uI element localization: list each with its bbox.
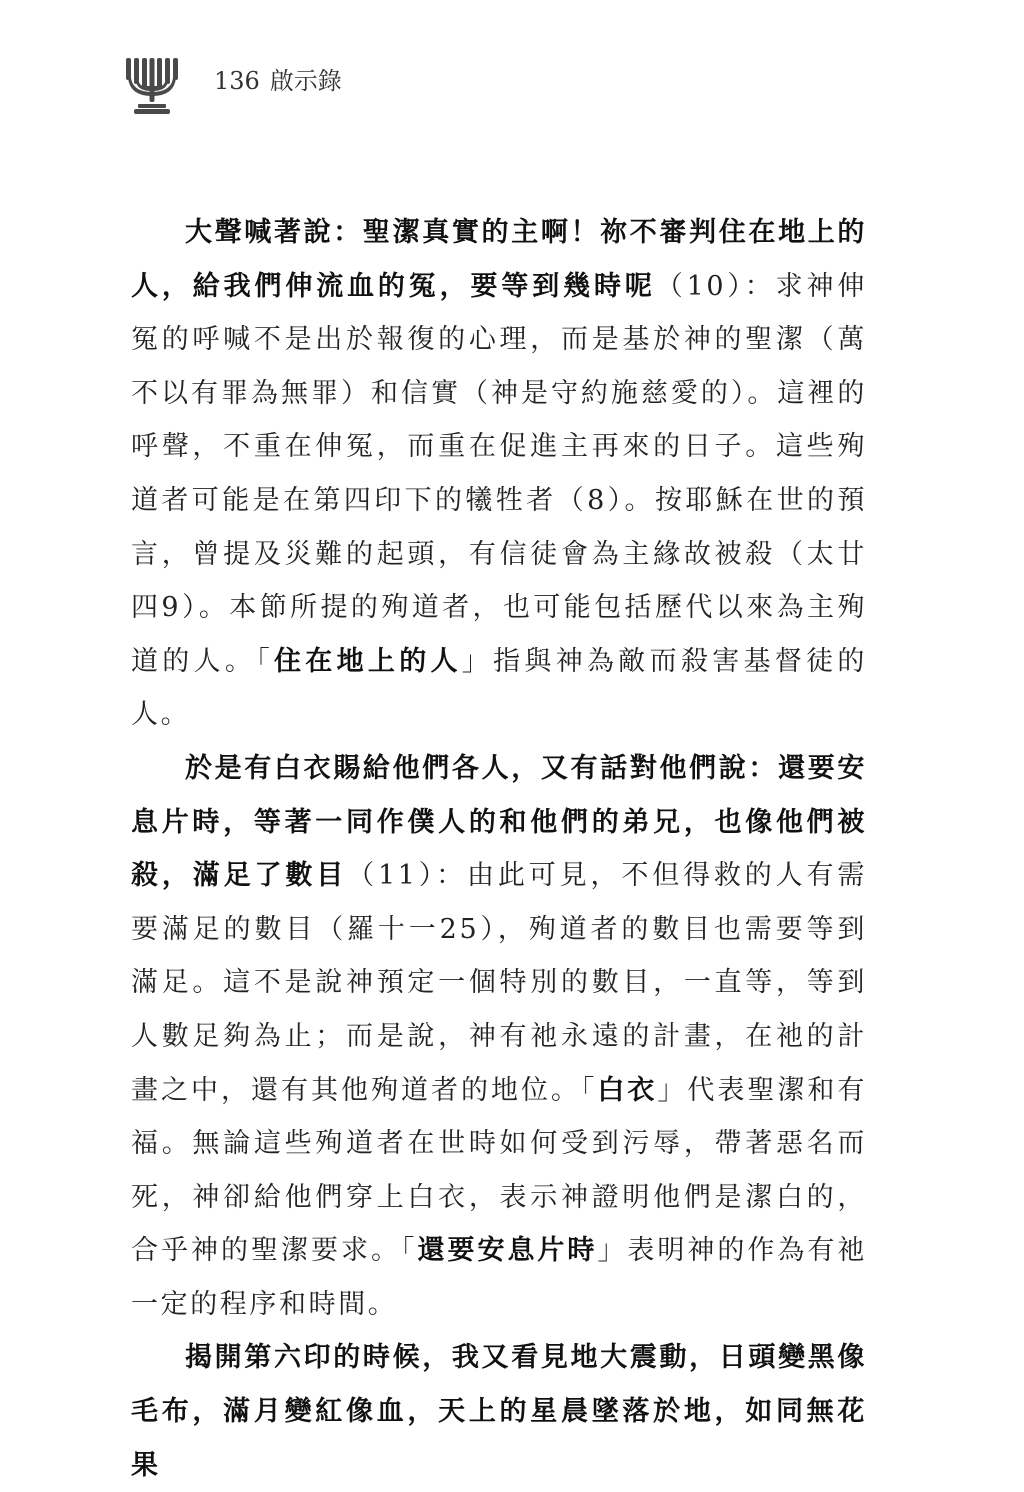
menorah-icon (124, 56, 180, 116)
verse-reference: （10） (655, 270, 745, 302)
body-text (131, 206, 867, 1492)
page-number: 136 (214, 67, 260, 95)
book-title: 啟示錄 (269, 67, 342, 95)
verse-quote: 大聲喊著說：聖潔真實的主啊！祢不審判住在地上的人，給我們伸流血的冤，要等到幾時呢 (131, 217, 867, 302)
commentary-text: 」表明神的作為有祂一定的程序和時間。 (131, 1235, 867, 1320)
running-head (214, 66, 342, 96)
paragraph-verse-11 (131, 742, 867, 1332)
commentary-text: ：由此可見，不但得救的人有需要滿足的數目（羅十一25），殉道者的數目也需要等到滿足。這不是說神預定一個特別的數目，一直等，等到人數足夠為止；而是說，神有祂永遠的計畫，在祂的計畫之中，還有其他殉道者的地位。「 (131, 860, 868, 1106)
commentary-text: 」指與神為敵而殺害基督徒的人。 (131, 645, 867, 731)
key-term: 還要安息片時 (417, 1235, 598, 1267)
paragraph-verse-12 (131, 1331, 867, 1492)
verse-quote: 揭開第六印的時候，我又看見地大震動，日頭變黑像毛布，滿月變紅像血，天上的星晨墜落於地，如同無花果 (131, 1342, 867, 1481)
verse-reference: （11） (347, 860, 437, 892)
key-term: 住在地上的人 (274, 645, 462, 677)
key-term: 白衣 (597, 1074, 658, 1106)
verse-quote: 於是有白衣賜給他們各人，又有話對他們說：還要安息片時，等著一同作僕人的和他們的弟兄，也像他們被殺，滿足了數目 (131, 752, 867, 892)
commentary-text: 」代表聖潔和有福。無論這些殉道者在世時如何受到污辱，帶著惡名而死，神卻給他們穿上白衣，表示神證明他們是潔白的，合乎神的聖潔要求。「 (131, 1074, 867, 1267)
commentary-text: ：求神伸冤的呼喊不是出於報復的心理，而是基於神的聖潔（萬不以有罪為無罪）和信實（神是守約施慈愛的）。這裡的呼聲，不重在伸冤，而重在促進主再來的日子。這些殉道者可能是在第四印下的犧牲者（8）。按耶穌在世的預言，曾提及災難的起頭，有信徒會為主緣故被殺（太廿四9）。本節所提的殉道者，也可能包括歷代以來為主殉道的人。「 (131, 270, 867, 677)
paragraph-verse-10 (131, 206, 867, 742)
